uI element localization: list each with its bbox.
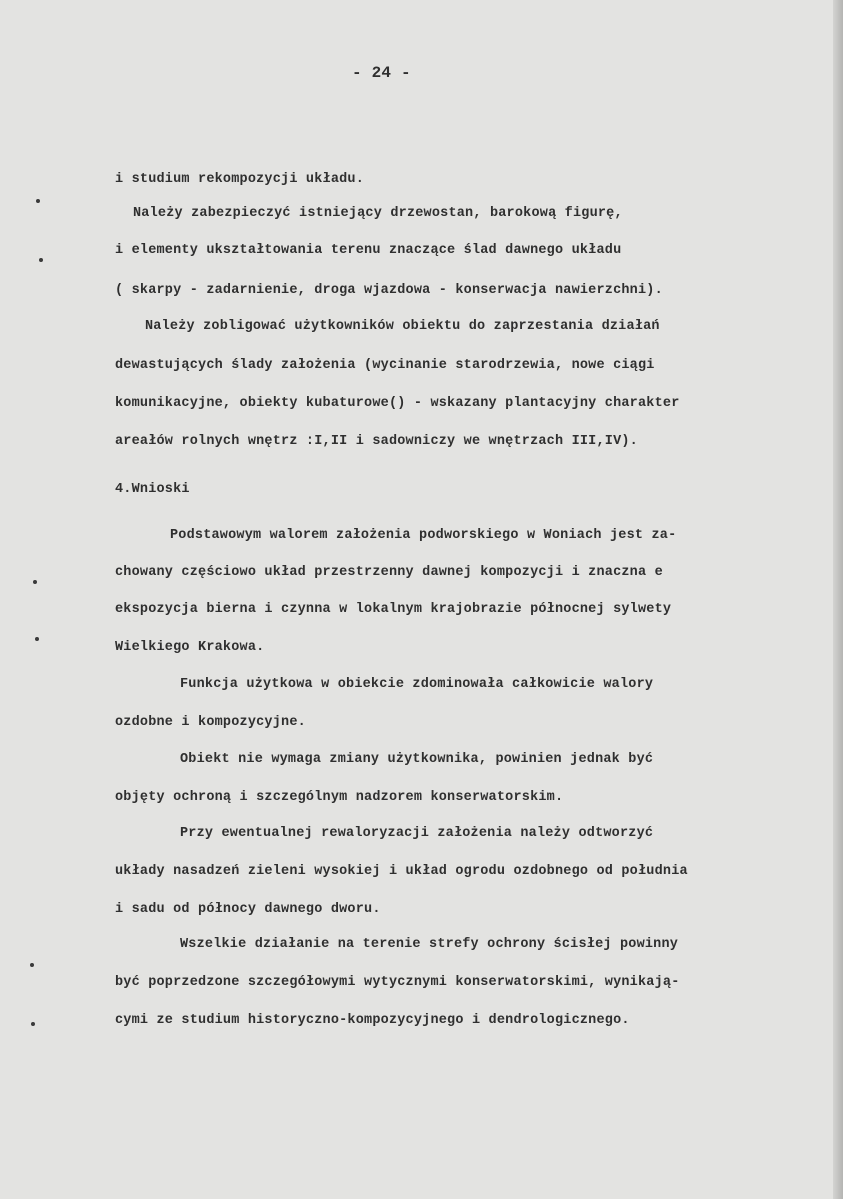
punch-mark xyxy=(35,637,39,641)
punch-mark xyxy=(30,963,34,967)
punch-mark xyxy=(33,580,37,584)
text-line: ekspozycja bierna i czynna w lokalnym krajobrazie północnej sylwety xyxy=(115,602,672,617)
punch-mark xyxy=(36,199,40,203)
text-line: Należy zobligować użytkowników obiektu do zaprzestania działań xyxy=(145,319,660,334)
text-line: chowany częściowo układ przestrzenny dawnej kompozycji i znaczna e xyxy=(115,565,663,580)
punch-mark xyxy=(31,1022,35,1026)
text-line: cymi ze studium historyczno-kompozycyjnego i dendrologicznego. xyxy=(115,1013,630,1028)
page-number: - 24 - xyxy=(352,64,411,82)
text-line: objęty ochroną i szczególnym nadzorem konserwatorskim. xyxy=(115,790,564,805)
text-line: układy nasadzeń zieleni wysokiej i układ ogrodu ozdobnego od południa xyxy=(115,864,688,879)
text-line: i sadu od północy dawnego dworu. xyxy=(115,902,381,917)
text-line: areałów rolnych wnętrz :I,II i sadowniczy we wnętrzach III,IV). xyxy=(115,434,638,449)
text-line: być poprzedzone szczegółowymi wytycznymi konserwatorskimi, wynikają- xyxy=(115,975,680,990)
text-line: Należy zabezpieczyć istniejący drzewostan, barokową figurę, xyxy=(133,206,623,221)
text-line: Podstawowym walorem założenia podworskiego w Woniach jest za- xyxy=(170,528,677,543)
text-line: komunikacyjne, obiekty kubaturowe() - wskazany plantacyjny charakter xyxy=(115,396,680,411)
text-line: i elementy ukształtowania terenu znaczące ślad dawnego układu xyxy=(115,243,622,258)
text-line: ozdobne i kompozycyjne. xyxy=(115,715,306,730)
text-line: dewastujących ślady założenia (wycinanie starodrzewia, nowe ciągi xyxy=(115,358,655,373)
punch-mark xyxy=(39,258,43,262)
text-line: Funkcja użytkowa w obiekcie zdominowała całkowicie walory xyxy=(180,677,654,692)
text-line: i studium rekompozycji układu. xyxy=(115,172,365,187)
text-line: Obiekt nie wymaga zmiany użytkownika, powinien jednak być xyxy=(180,752,654,767)
text-line: Wielkiego Krakowa. xyxy=(115,640,265,655)
text-line: Przy ewentualnej rewaloryzacji założenia należy odtworzyć xyxy=(180,826,654,841)
section-heading: 4.Wnioski xyxy=(115,482,190,497)
text-line: Wszelkie działanie na terenie strefy ochrony ścisłej powinny xyxy=(180,937,679,952)
text-line: ( skarpy - zadarnienie, droga wjazdowa - konserwacja nawierzchni). xyxy=(115,283,663,298)
